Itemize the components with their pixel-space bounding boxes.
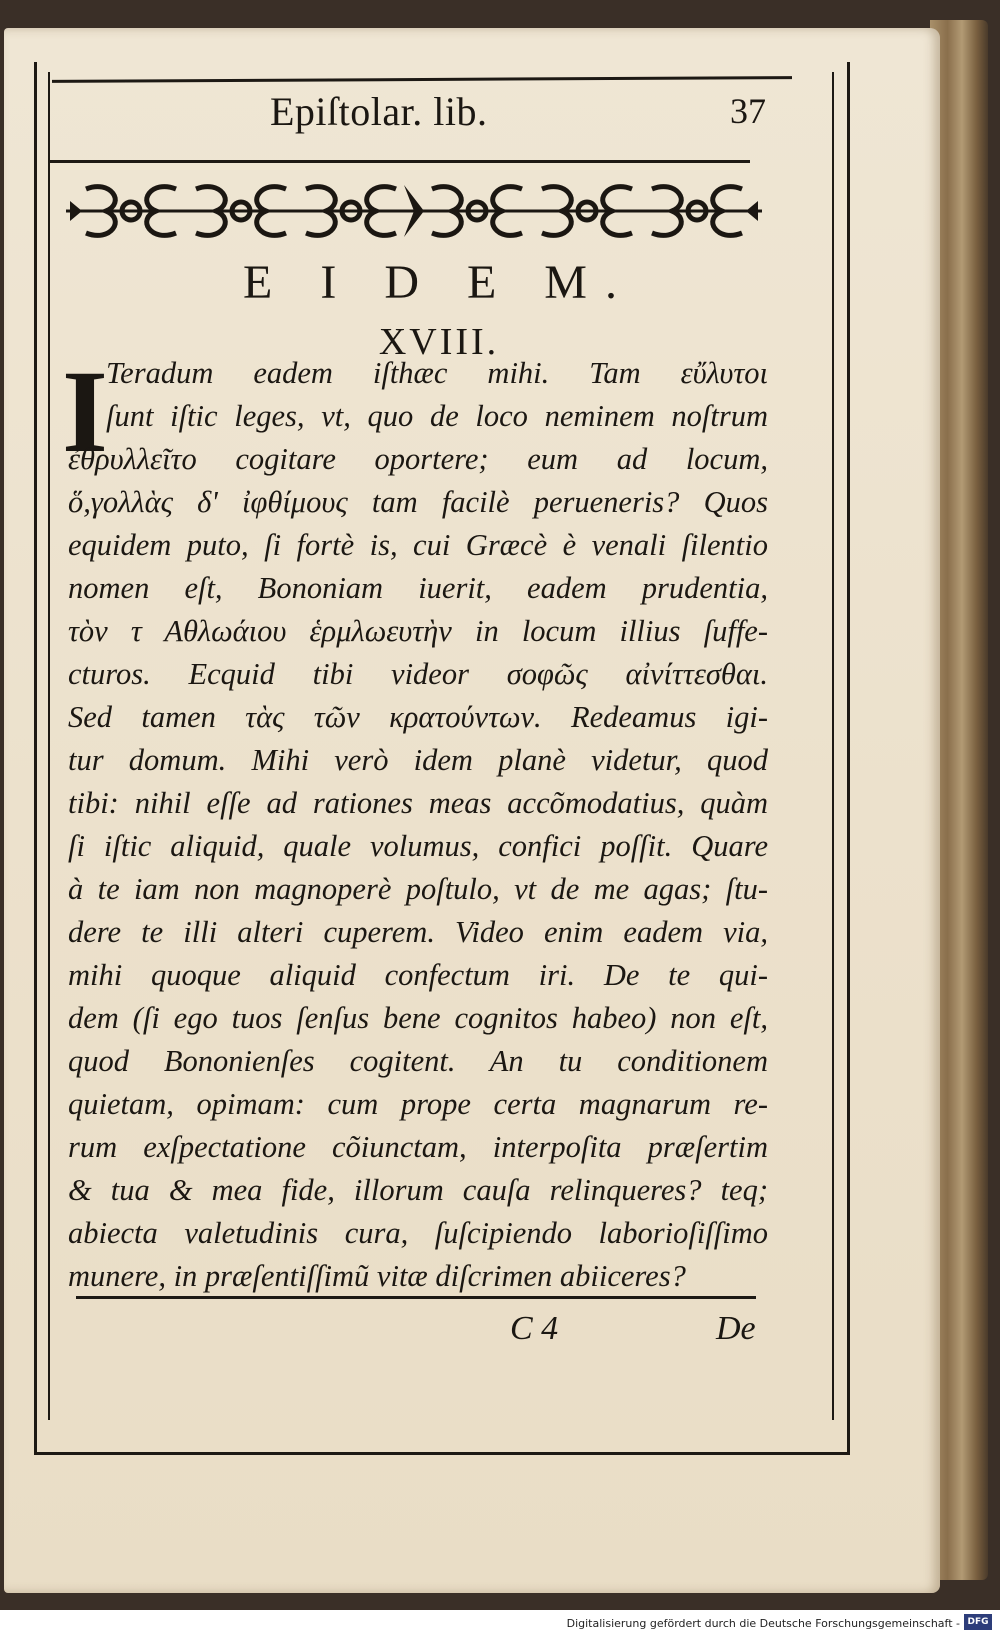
text-line: mihi quoque aliquid confectum iri. De te qui- [68, 958, 768, 992]
text-line: ſunt iſtic leges, vt, quo de loco neminem noſtrum [106, 399, 768, 433]
text-line: rum exſpectatione cõiunctam, interpoſita præſertim [68, 1130, 768, 1164]
ornamental-band-icon [66, 175, 762, 247]
letter-body [68, 352, 768, 1298]
digitization-credit: Digitalisierung gefördert durch die Deutsche Forschungsgemeinschaft - [566, 1617, 960, 1630]
text-line: nomen eſt, Bononiam iuerit, eadem prudentia, [68, 571, 768, 605]
dfg-logo-icon: DFG [964, 1614, 992, 1630]
letter-number: XVIII. [378, 321, 500, 363]
signature-mark: C 4 [510, 1310, 559, 1347]
text-line: quietam, opimam: cum prope certa magnarum re- [68, 1087, 768, 1121]
text-line: ὅ,γολλὰς δ' ἰφθίμους tam facilè perueneris? Quos [68, 485, 768, 519]
header-rule [48, 160, 750, 163]
text-line: Teradum eadem iſthæc mihi. Tam εὔλυτοι [106, 356, 768, 390]
text-line: ἐθρυλλεῖτο cogitare oportere; eum ad locum, [68, 442, 768, 476]
letter-heading: E I D E M. [243, 256, 635, 309]
text-line: tibi: nihil eſſe ad rationes meas accõmodatius, quàm [68, 786, 768, 820]
text-line: equidem puto, ſi fortè is, cui Græcè è venali ſilentio [68, 528, 768, 562]
catchword: De [716, 1310, 756, 1347]
text-line: dem (ſi ego tuos ſenſus bene cognitos habeo) non eſt, [68, 1001, 768, 1035]
drop-cap: I [62, 346, 108, 477]
running-head: Epiſtolar. lib. [270, 89, 488, 134]
page-number: 37 [730, 91, 766, 131]
text-line: cturos. Ecquid tibi videor σοφῶς αἰνίττεσθαι. [68, 657, 768, 691]
text-line: ſi iſtic aliquid, quale volumus, confici poſſit. Quare [68, 829, 768, 863]
text-line: quod Bononienſes cogitent. An tu conditionem [68, 1044, 768, 1078]
text-line: tur domum. Mihi verò idem planè videtur, quod [68, 743, 768, 777]
text-line: Sed tamen τὰς τῶν κρατούντων. Redeamus igi- [68, 700, 768, 734]
text-line: & tua & mea fide, illorum cauſa relinqueres? teq; [68, 1173, 768, 1207]
text-line: à te iam non magnoperè poſtulo, vt de me agas; ſtu- [68, 872, 768, 906]
text-line: abiecta valetudinis cura, ſuſcipiendo laborioſiſſimo [68, 1216, 768, 1250]
text-line: munere, in præſentiſſimũ vitæ diſcrimen abiiceres? [68, 1259, 686, 1293]
text-line: dere te illi alteri cuperem. Video enim eadem via, [68, 915, 768, 949]
text-line: τὸν τ Αθλωάιου ἑρμλωευτὴν in locum illius ſuffe- [68, 614, 768, 648]
